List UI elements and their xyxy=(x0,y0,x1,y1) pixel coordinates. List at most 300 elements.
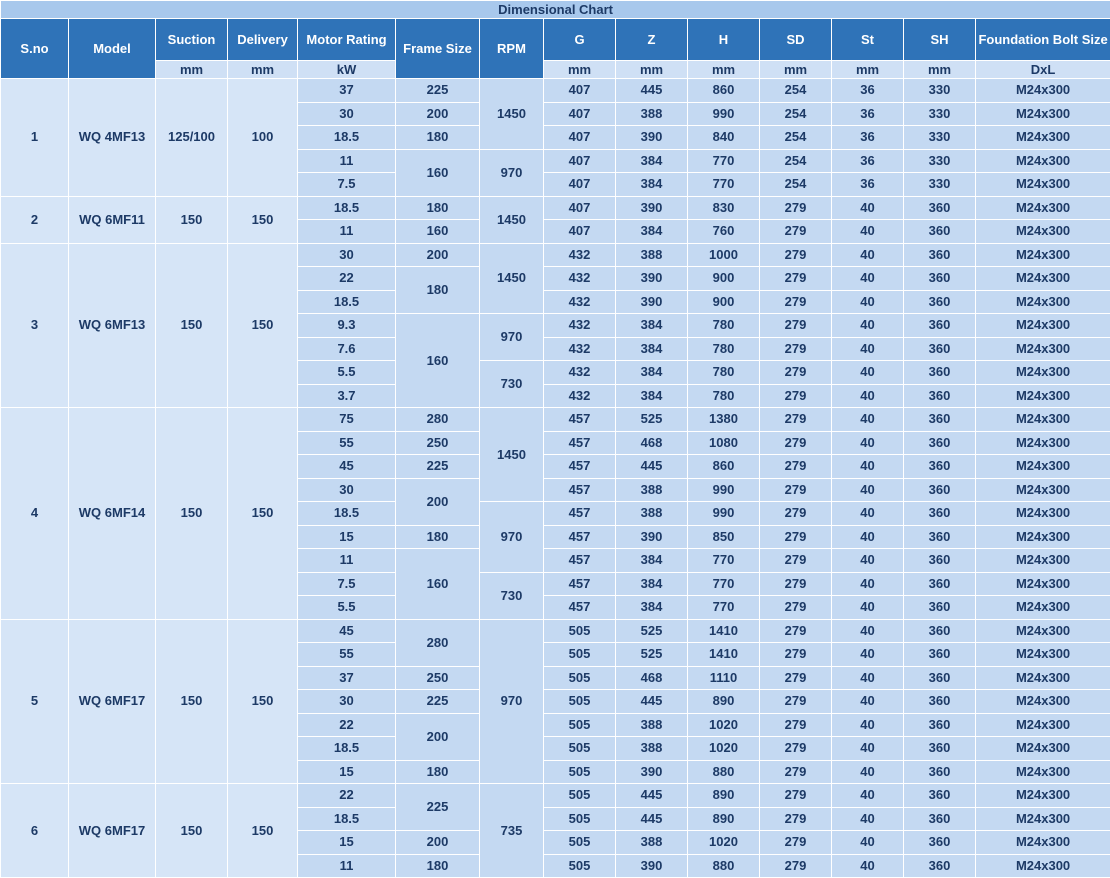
cell-sd: 279 xyxy=(760,831,832,855)
cell-z: 384 xyxy=(616,572,688,596)
cell-frame-size: 225 xyxy=(396,79,480,103)
cell-suction: 150 xyxy=(156,784,228,878)
cell-h: 990 xyxy=(688,102,760,126)
cell-sh: 360 xyxy=(904,807,976,831)
cell-motor-rating: 11 xyxy=(298,854,396,878)
cell-rpm: 970 xyxy=(480,619,544,784)
cell-g: 432 xyxy=(544,337,616,361)
cell-h: 780 xyxy=(688,314,760,338)
cell-sh: 360 xyxy=(904,290,976,314)
cell-motor-rating: 37 xyxy=(298,666,396,690)
cell-motor-rating: 22 xyxy=(298,713,396,737)
cell-z: 468 xyxy=(616,431,688,455)
cell-foundation-bolt: M24x300 xyxy=(976,713,1110,737)
cell-z: 445 xyxy=(616,455,688,479)
cell-g: 432 xyxy=(544,384,616,408)
cell-model: WQ 6MF17 xyxy=(69,619,156,784)
unit-foundation-bolt-size: DxL xyxy=(976,61,1110,79)
cell-frame-size: 180 xyxy=(396,760,480,784)
cell-foundation-bolt: M24x300 xyxy=(976,455,1110,479)
cell-h: 780 xyxy=(688,384,760,408)
cell-rpm: 1450 xyxy=(480,243,544,314)
cell-h: 900 xyxy=(688,267,760,291)
header-model: Model xyxy=(69,19,156,79)
cell-motor-rating: 11 xyxy=(298,149,396,173)
cell-h: 860 xyxy=(688,455,760,479)
cell-h: 770 xyxy=(688,596,760,620)
cell-g: 505 xyxy=(544,854,616,878)
cell-suction: 150 xyxy=(156,243,228,408)
cell-st: 40 xyxy=(832,267,904,291)
cell-model: WQ 4MF13 xyxy=(69,79,156,197)
cell-st: 40 xyxy=(832,760,904,784)
cell-sd: 279 xyxy=(760,854,832,878)
cell-motor-rating: 18.5 xyxy=(298,196,396,220)
cell-motor-rating: 5.5 xyxy=(298,596,396,620)
cell-g: 505 xyxy=(544,619,616,643)
cell-sd: 254 xyxy=(760,79,832,103)
cell-st: 40 xyxy=(832,713,904,737)
cell-foundation-bolt: M24x300 xyxy=(976,666,1110,690)
cell-motor-rating: 11 xyxy=(298,220,396,244)
cell-sh: 360 xyxy=(904,572,976,596)
cell-foundation-bolt: M24x300 xyxy=(976,737,1110,761)
cell-st: 36 xyxy=(832,149,904,173)
cell-st: 40 xyxy=(832,854,904,878)
cell-h: 770 xyxy=(688,572,760,596)
cell-z: 525 xyxy=(616,408,688,432)
cell-delivery: 150 xyxy=(228,408,298,620)
cell-z: 390 xyxy=(616,126,688,150)
cell-sh: 360 xyxy=(904,760,976,784)
cell-g: 457 xyxy=(544,525,616,549)
cell-sno: 1 xyxy=(1,79,69,197)
cell-sno: 4 xyxy=(1,408,69,620)
cell-frame-size: 180 xyxy=(396,854,480,878)
cell-z: 390 xyxy=(616,760,688,784)
cell-g: 407 xyxy=(544,79,616,103)
header-frame-size: Frame Size xyxy=(396,19,480,79)
cell-g: 505 xyxy=(544,643,616,667)
cell-st: 40 xyxy=(832,807,904,831)
cell-st: 40 xyxy=(832,549,904,573)
cell-foundation-bolt: M24x300 xyxy=(976,361,1110,385)
cell-motor-rating: 18.5 xyxy=(298,807,396,831)
cell-z: 390 xyxy=(616,525,688,549)
cell-sd: 279 xyxy=(760,408,832,432)
cell-z: 388 xyxy=(616,713,688,737)
cell-sd: 279 xyxy=(760,502,832,526)
unit-sh: mm xyxy=(904,61,976,79)
cell-motor-rating: 18.5 xyxy=(298,502,396,526)
cell-motor-rating: 5.5 xyxy=(298,361,396,385)
cell-foundation-bolt: M24x300 xyxy=(976,408,1110,432)
cell-st: 40 xyxy=(832,572,904,596)
cell-sd: 279 xyxy=(760,314,832,338)
cell-foundation-bolt: M24x300 xyxy=(976,572,1110,596)
header-delivery: Delivery xyxy=(228,19,298,61)
table-title: Dimensional Chart xyxy=(1,1,1110,19)
cell-sh: 360 xyxy=(904,525,976,549)
cell-st: 40 xyxy=(832,666,904,690)
cell-motor-rating: 11 xyxy=(298,549,396,573)
cell-sd: 279 xyxy=(760,525,832,549)
cell-z: 390 xyxy=(616,267,688,291)
cell-delivery: 150 xyxy=(228,619,298,784)
cell-motor-rating: 30 xyxy=(298,243,396,267)
cell-foundation-bolt: M24x300 xyxy=(976,149,1110,173)
cell-sd: 279 xyxy=(760,361,832,385)
cell-sh: 360 xyxy=(904,831,976,855)
cell-z: 525 xyxy=(616,643,688,667)
cell-g: 457 xyxy=(544,408,616,432)
cell-h: 780 xyxy=(688,337,760,361)
cell-motor-rating: 18.5 xyxy=(298,126,396,150)
cell-foundation-bolt: M24x300 xyxy=(976,243,1110,267)
cell-z: 445 xyxy=(616,79,688,103)
cell-frame-size: 200 xyxy=(396,713,480,760)
cell-sh: 360 xyxy=(904,337,976,361)
cell-model: WQ 6MF13 xyxy=(69,243,156,408)
cell-foundation-bolt: M24x300 xyxy=(976,431,1110,455)
cell-frame-size: 160 xyxy=(396,220,480,244)
cell-h: 890 xyxy=(688,784,760,808)
cell-frame-size: 160 xyxy=(396,314,480,408)
cell-st: 40 xyxy=(832,196,904,220)
cell-z: 445 xyxy=(616,690,688,714)
cell-st: 40 xyxy=(832,408,904,432)
unit-st: mm xyxy=(832,61,904,79)
cell-h: 890 xyxy=(688,807,760,831)
cell-z: 388 xyxy=(616,737,688,761)
cell-foundation-bolt: M24x300 xyxy=(976,79,1110,103)
cell-h: 1110 xyxy=(688,666,760,690)
cell-suction: 150 xyxy=(156,619,228,784)
cell-z: 390 xyxy=(616,290,688,314)
cell-foundation-bolt: M24x300 xyxy=(976,643,1110,667)
cell-sh: 360 xyxy=(904,502,976,526)
cell-sd: 279 xyxy=(760,690,832,714)
cell-sh: 360 xyxy=(904,455,976,479)
cell-h: 880 xyxy=(688,854,760,878)
cell-z: 388 xyxy=(616,831,688,855)
cell-g: 432 xyxy=(544,314,616,338)
cell-motor-rating: 9.3 xyxy=(298,314,396,338)
cell-g: 505 xyxy=(544,713,616,737)
cell-g: 457 xyxy=(544,455,616,479)
cell-sh: 360 xyxy=(904,408,976,432)
cell-st: 36 xyxy=(832,102,904,126)
header-sh: SH xyxy=(904,19,976,61)
cell-foundation-bolt: M24x300 xyxy=(976,267,1110,291)
header-h: H xyxy=(688,19,760,61)
cell-sh: 360 xyxy=(904,384,976,408)
cell-g: 457 xyxy=(544,478,616,502)
cell-foundation-bolt: M24x300 xyxy=(976,220,1110,244)
cell-st: 40 xyxy=(832,384,904,408)
cell-motor-rating: 15 xyxy=(298,760,396,784)
cell-motor-rating: 15 xyxy=(298,831,396,855)
cell-foundation-bolt: M24x300 xyxy=(976,831,1110,855)
cell-foundation-bolt: M24x300 xyxy=(976,502,1110,526)
cell-sd: 254 xyxy=(760,126,832,150)
header-sd: SD xyxy=(760,19,832,61)
header-motor-rating: Motor Rating xyxy=(298,19,396,61)
cell-motor-rating: 18.5 xyxy=(298,737,396,761)
cell-frame-size: 180 xyxy=(396,126,480,150)
cell-g: 432 xyxy=(544,243,616,267)
cell-z: 384 xyxy=(616,220,688,244)
cell-g: 407 xyxy=(544,102,616,126)
header-z: Z xyxy=(616,19,688,61)
cell-z: 388 xyxy=(616,478,688,502)
cell-sd: 279 xyxy=(760,784,832,808)
cell-sh: 360 xyxy=(904,713,976,737)
cell-g: 432 xyxy=(544,267,616,291)
cell-sd: 254 xyxy=(760,149,832,173)
cell-sh: 360 xyxy=(904,784,976,808)
cell-z: 388 xyxy=(616,243,688,267)
cell-motor-rating: 7.5 xyxy=(298,173,396,197)
cell-foundation-bolt: M24x300 xyxy=(976,549,1110,573)
header-g: G xyxy=(544,19,616,61)
cell-h: 780 xyxy=(688,361,760,385)
cell-suction: 150 xyxy=(156,196,228,243)
cell-st: 40 xyxy=(832,455,904,479)
cell-g: 505 xyxy=(544,831,616,855)
cell-z: 525 xyxy=(616,619,688,643)
cell-sh: 360 xyxy=(904,596,976,620)
table-row xyxy=(1,619,1110,643)
cell-g: 505 xyxy=(544,690,616,714)
cell-rpm: 970 xyxy=(480,149,544,196)
cell-h: 1020 xyxy=(688,737,760,761)
cell-foundation-bolt: M24x300 xyxy=(976,314,1110,338)
cell-sno: 3 xyxy=(1,243,69,408)
cell-frame-size: 280 xyxy=(396,619,480,666)
cell-frame-size: 180 xyxy=(396,525,480,549)
cell-suction: 125/100 xyxy=(156,79,228,197)
cell-frame-size: 160 xyxy=(396,549,480,620)
cell-sh: 360 xyxy=(904,267,976,291)
unit-sd: mm xyxy=(760,61,832,79)
cell-sd: 279 xyxy=(760,290,832,314)
unit-suction: mm xyxy=(156,61,228,79)
cell-motor-rating: 15 xyxy=(298,525,396,549)
cell-foundation-bolt: M24x300 xyxy=(976,760,1110,784)
cell-frame-size: 180 xyxy=(396,267,480,314)
cell-z: 468 xyxy=(616,666,688,690)
cell-sh: 360 xyxy=(904,549,976,573)
cell-foundation-bolt: M24x300 xyxy=(976,102,1110,126)
cell-sh: 330 xyxy=(904,102,976,126)
cell-suction: 150 xyxy=(156,408,228,620)
cell-st: 36 xyxy=(832,126,904,150)
cell-st: 40 xyxy=(832,314,904,338)
cell-motor-rating: 55 xyxy=(298,643,396,667)
cell-motor-rating: 3.7 xyxy=(298,384,396,408)
cell-sno: 5 xyxy=(1,619,69,784)
cell-motor-rating: 30 xyxy=(298,102,396,126)
cell-st: 40 xyxy=(832,478,904,502)
cell-foundation-bolt: M24x300 xyxy=(976,690,1110,714)
cell-sh: 360 xyxy=(904,854,976,878)
unit-g: mm xyxy=(544,61,616,79)
cell-h: 890 xyxy=(688,690,760,714)
cell-z: 388 xyxy=(616,502,688,526)
cell-g: 407 xyxy=(544,126,616,150)
cell-g: 407 xyxy=(544,149,616,173)
cell-h: 1380 xyxy=(688,408,760,432)
cell-g: 407 xyxy=(544,173,616,197)
cell-sd: 279 xyxy=(760,619,832,643)
cell-sd: 254 xyxy=(760,102,832,126)
cell-motor-rating: 30 xyxy=(298,478,396,502)
cell-sh: 360 xyxy=(904,243,976,267)
cell-foundation-bolt: M24x300 xyxy=(976,525,1110,549)
cell-z: 384 xyxy=(616,173,688,197)
cell-foundation-bolt: M24x300 xyxy=(976,619,1110,643)
cell-st: 40 xyxy=(832,361,904,385)
cell-h: 830 xyxy=(688,196,760,220)
cell-h: 840 xyxy=(688,126,760,150)
cell-sd: 279 xyxy=(760,713,832,737)
cell-motor-rating: 22 xyxy=(298,784,396,808)
cell-sno: 2 xyxy=(1,196,69,243)
cell-st: 40 xyxy=(832,502,904,526)
table-row xyxy=(1,784,1110,808)
cell-z: 384 xyxy=(616,596,688,620)
cell-motor-rating: 45 xyxy=(298,455,396,479)
cell-sh: 360 xyxy=(904,361,976,385)
cell-foundation-bolt: M24x300 xyxy=(976,337,1110,361)
cell-sd: 279 xyxy=(760,572,832,596)
table-row xyxy=(1,196,1110,220)
cell-foundation-bolt: M24x300 xyxy=(976,807,1110,831)
header-st: St xyxy=(832,19,904,61)
table-row xyxy=(1,408,1110,432)
cell-sh: 330 xyxy=(904,149,976,173)
cell-st: 40 xyxy=(832,643,904,667)
cell-z: 384 xyxy=(616,361,688,385)
cell-sh: 360 xyxy=(904,619,976,643)
cell-h: 1000 xyxy=(688,243,760,267)
cell-h: 1410 xyxy=(688,643,760,667)
cell-frame-size: 180 xyxy=(396,196,480,220)
cell-sd: 279 xyxy=(760,643,832,667)
cell-sd: 279 xyxy=(760,384,832,408)
cell-frame-size: 280 xyxy=(396,408,480,432)
unit-z: mm xyxy=(616,61,688,79)
cell-h: 880 xyxy=(688,760,760,784)
cell-frame-size: 225 xyxy=(396,690,480,714)
cell-sd: 279 xyxy=(760,666,832,690)
cell-h: 1020 xyxy=(688,713,760,737)
cell-h: 770 xyxy=(688,549,760,573)
cell-g: 457 xyxy=(544,549,616,573)
cell-frame-size: 200 xyxy=(396,102,480,126)
cell-st: 40 xyxy=(832,596,904,620)
cell-frame-size: 250 xyxy=(396,666,480,690)
header-foundation-bolt-size: Foundation Bolt Size xyxy=(976,19,1110,61)
cell-g: 457 xyxy=(544,431,616,455)
cell-foundation-bolt: M24x300 xyxy=(976,290,1110,314)
cell-sh: 360 xyxy=(904,196,976,220)
cell-frame-size: 200 xyxy=(396,831,480,855)
cell-foundation-bolt: M24x300 xyxy=(976,196,1110,220)
cell-foundation-bolt: M24x300 xyxy=(976,784,1110,808)
cell-st: 40 xyxy=(832,737,904,761)
unit-h: mm xyxy=(688,61,760,79)
cell-h: 770 xyxy=(688,149,760,173)
cell-rpm: 735 xyxy=(480,784,544,878)
cell-z: 445 xyxy=(616,784,688,808)
cell-sd: 254 xyxy=(760,173,832,197)
cell-rpm: 1450 xyxy=(480,79,544,150)
cell-g: 505 xyxy=(544,807,616,831)
cell-sh: 360 xyxy=(904,737,976,761)
cell-frame-size: 200 xyxy=(396,478,480,525)
cell-rpm: 970 xyxy=(480,314,544,361)
cell-st: 36 xyxy=(832,173,904,197)
table-head xyxy=(1,1,1110,79)
cell-sd: 279 xyxy=(760,220,832,244)
cell-st: 40 xyxy=(832,290,904,314)
cell-model: WQ 6MF17 xyxy=(69,784,156,878)
header-sno: S.no xyxy=(1,19,69,79)
cell-g: 505 xyxy=(544,737,616,761)
cell-foundation-bolt: M24x300 xyxy=(976,126,1110,150)
cell-sh: 360 xyxy=(904,666,976,690)
cell-st: 40 xyxy=(832,619,904,643)
cell-g: 407 xyxy=(544,196,616,220)
cell-h: 990 xyxy=(688,478,760,502)
cell-motor-rating: 7.6 xyxy=(298,337,396,361)
cell-z: 384 xyxy=(616,314,688,338)
cell-sd: 279 xyxy=(760,596,832,620)
cell-rpm: 1450 xyxy=(480,196,544,243)
cell-sh: 360 xyxy=(904,314,976,338)
cell-foundation-bolt: M24x300 xyxy=(976,854,1110,878)
cell-motor-rating: 45 xyxy=(298,619,396,643)
cell-g: 505 xyxy=(544,760,616,784)
cell-g: 432 xyxy=(544,361,616,385)
cell-sd: 279 xyxy=(760,478,832,502)
cell-delivery: 100 xyxy=(228,79,298,197)
cell-z: 384 xyxy=(616,384,688,408)
unit-motor-rating: kW xyxy=(298,61,396,79)
cell-h: 1020 xyxy=(688,831,760,855)
cell-z: 445 xyxy=(616,807,688,831)
table-row xyxy=(1,243,1110,267)
cell-st: 40 xyxy=(832,831,904,855)
cell-frame-size: 160 xyxy=(396,149,480,196)
cell-motor-rating: 18.5 xyxy=(298,290,396,314)
cell-rpm: 970 xyxy=(480,502,544,573)
cell-motor-rating: 55 xyxy=(298,431,396,455)
cell-st: 40 xyxy=(832,337,904,361)
cell-sd: 279 xyxy=(760,737,832,761)
cell-z: 384 xyxy=(616,549,688,573)
cell-st: 40 xyxy=(832,690,904,714)
cell-motor-rating: 22 xyxy=(298,267,396,291)
cell-motor-rating: 7.5 xyxy=(298,572,396,596)
cell-st: 40 xyxy=(832,220,904,244)
cell-rpm: 730 xyxy=(480,361,544,408)
cell-sh: 360 xyxy=(904,431,976,455)
unit-delivery: mm xyxy=(228,61,298,79)
cell-foundation-bolt: M24x300 xyxy=(976,596,1110,620)
